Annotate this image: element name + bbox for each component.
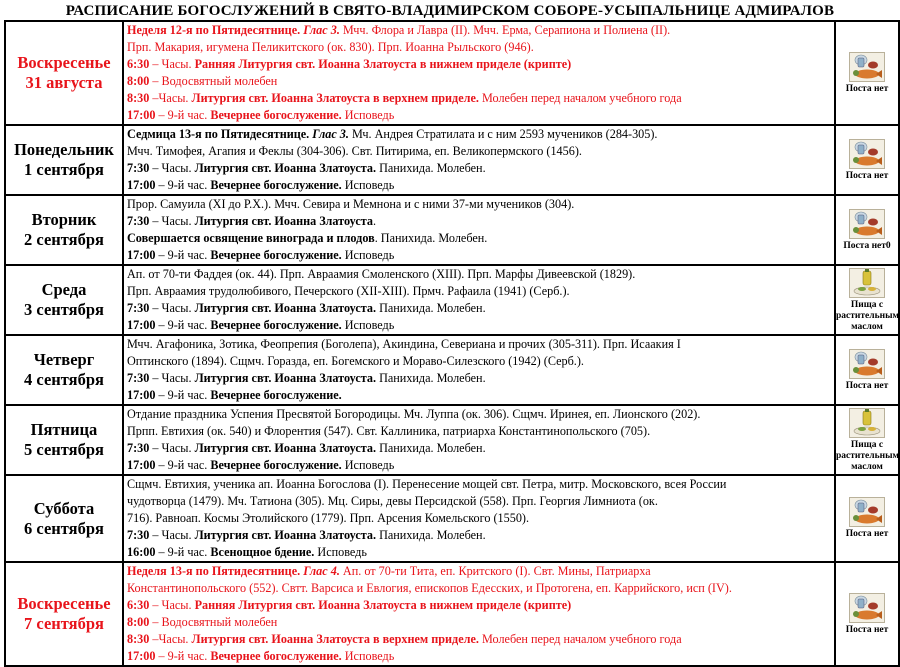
service-line: Прор. Самуила (XI до Р.Х.). Мчч. Севира и Мемнона и с ними 37-ми мучеников (304). bbox=[127, 197, 575, 211]
weekday-label: Пятница bbox=[30, 420, 98, 439]
service-line: 8:30 –Часы. Литургия свт. Иоанна Златоуста в верхнем приделе. Молебен перед началом учебного года bbox=[127, 91, 682, 105]
day-row bbox=[5, 21, 899, 125]
day-row bbox=[5, 125, 899, 195]
day-cell bbox=[5, 125, 123, 195]
service-line: Прп. Макария, игумена Пеликитского (ок. 830). Прп. Иоанна Рыльского (946). bbox=[127, 40, 534, 54]
day-row bbox=[5, 195, 899, 265]
day-cell bbox=[5, 405, 123, 475]
fast-cell bbox=[835, 405, 899, 475]
day-cell bbox=[5, 335, 123, 405]
service-line: 17:00 – 9-й час. Вечернее богослужение. Исповедь bbox=[127, 108, 395, 122]
services-cell bbox=[123, 125, 835, 195]
weekday-label: Воскресенье bbox=[17, 594, 111, 613]
day-cell bbox=[5, 475, 123, 562]
services-cell bbox=[123, 195, 835, 265]
services-cell bbox=[123, 562, 835, 666]
service-line: 7:30 – Часы. Литургия свт. Иоанна Златоуста. bbox=[127, 214, 377, 228]
fast-cell bbox=[835, 21, 899, 125]
services-cell bbox=[123, 405, 835, 475]
fish-food-icon bbox=[836, 593, 898, 623]
service-line: 8:00 – Водосвятный молебен bbox=[127, 615, 278, 629]
date-label: 1 сентября bbox=[24, 160, 104, 179]
service-line: Отдание праздника Успения Пресвятой Богородицы. Мч. Луппа (ок. 306). Сщмч. Иринея, еп. Лионского (202). bbox=[127, 407, 701, 421]
fast-cell bbox=[835, 265, 899, 335]
service-line: 17:00 – 9-й час. Вечернее богослужение. Исповедь bbox=[127, 458, 395, 472]
service-line: Мчч. Тимофея, Агапия и Феклы (304-306). Свт. Питирима, еп. Великопермского (1456). bbox=[127, 144, 582, 158]
fast-label: Пища с растительным маслом bbox=[836, 299, 899, 332]
services-cell bbox=[123, 21, 835, 125]
fast-cell bbox=[835, 125, 899, 195]
service-line: 16:00 – 9-й час. Всенощное бдение. Исповедь bbox=[127, 545, 367, 559]
weekday-label: Воскресенье bbox=[17, 53, 111, 72]
day-row bbox=[5, 265, 899, 335]
day-cell bbox=[5, 562, 123, 666]
day-cell bbox=[5, 265, 123, 335]
day-cell bbox=[5, 21, 123, 125]
weekday-label: Среда bbox=[41, 280, 87, 299]
oil-food-icon bbox=[836, 408, 898, 438]
schedule-table bbox=[4, 20, 900, 667]
service-line: Прп. Авраамия трудолюбивого, Печерского (XII-XIII). Прмч. Рафаила (1941) (Серб.). bbox=[127, 284, 570, 298]
day-cell bbox=[5, 195, 123, 265]
weekday-label: Понедельник bbox=[14, 140, 114, 159]
date-label: 3 сентября bbox=[24, 300, 104, 319]
fast-label: Поста нет bbox=[845, 170, 889, 181]
service-line: 716). Равноап. Космы Этолийского (1779). Прп. Арсения Комельского (1550). bbox=[127, 511, 530, 525]
page-title: РАСПИСАНИЕ БОГОСЛУЖЕНИЙ В СВЯТО-ВЛАДИМИРСКОМ СОБОРЕ-УСЫПАЛЬНИЦЕ АДМИРАЛОВ bbox=[65, 3, 835, 19]
service-line: Мчч. Агафоника, Зотика, Феопрепия (Боголепа), Акиндина, Севериана и прочих (305-311). Прп. Исаакия I bbox=[127, 337, 681, 351]
service-line: Сщмч. Евтихия, ученика ап. Иоанна Богослова (I). Перенесение мощей свт. Петра, митр. Московского, всея России bbox=[127, 477, 727, 491]
services-cell bbox=[123, 475, 835, 562]
date-label: 4 сентября bbox=[24, 370, 104, 389]
fast-label: Поста нет bbox=[845, 624, 889, 635]
service-line: Неделя 13-я по Пятидесятнице. Глас 4. Ап. от 70-ти Тита, еп. Критского (I). Свт. Мины, Патриарха bbox=[127, 564, 651, 578]
service-line: 8:00 – Водосвятный молебен bbox=[127, 74, 278, 88]
date-label: 5 сентября bbox=[24, 440, 104, 459]
service-line: чудотворца (1479). Мч. Татиона (305). Мц. Сиры, девы Персидской (558). Прп. Георгия Лимниота (ок. bbox=[127, 494, 658, 508]
service-line: 17:00 – 9-й час. Вечернее богослужение. Исповедь bbox=[127, 649, 395, 663]
fast-label: Поста нет bbox=[845, 529, 889, 539]
service-line: 7:30 – Часы. Литургия свт. Иоанна Златоуста. Панихида. Молебен. bbox=[127, 528, 486, 542]
fish-food-icon bbox=[836, 52, 898, 82]
weekday-label: Вторник bbox=[31, 210, 97, 229]
service-line: 17:00 – 9-й час. Вечернее богослужение. Исповедь bbox=[127, 318, 395, 332]
date-label: 2 сентября bbox=[24, 230, 104, 249]
fish-food-icon bbox=[836, 497, 898, 527]
oil-food-icon bbox=[836, 268, 898, 298]
day-row bbox=[5, 335, 899, 405]
service-line: Неделя 12-я по Пятидесятнице. Глас 3. Мчч. Флора и Лавра (II). Мчч. Ерма, Серапиона и Полиена (II). bbox=[127, 23, 671, 37]
service-line: Прпп. Евтихия (ок. 540) и Флорентия (547). Свт. Каллиника, патриарха Константинопольского (705). bbox=[127, 424, 651, 438]
fast-cell bbox=[835, 562, 899, 666]
service-line: 8:30 –Часы. Литургия свт. Иоанна Златоуста в верхнем приделе. Молебен перед началом учебного года bbox=[127, 632, 682, 646]
services-cell bbox=[123, 335, 835, 405]
fast-cell bbox=[835, 335, 899, 405]
fish-food-icon bbox=[836, 349, 898, 379]
services-cell bbox=[123, 265, 835, 335]
service-line: Седмица 13-я по Пятидесятнице. Глас 3. Мч. Андрея Стратилата и с ним 2593 мучеников (284-305). bbox=[127, 127, 658, 141]
service-line: Оптинского (1894). Сщмч. Горазда, еп. Богемского и Мораво-Силезского (1942) (Серб.). bbox=[127, 354, 584, 368]
fast-label: Поста нет bbox=[845, 83, 889, 94]
fast-cell bbox=[835, 195, 899, 265]
service-line: 6:30 – Часы. Ранняя Литургия свт. Иоанна Златоуста в нижнем приделе (крипте) bbox=[127, 598, 572, 612]
fish-food-icon bbox=[836, 209, 898, 239]
date-label: 7 сентября bbox=[24, 614, 104, 633]
fish-food-icon bbox=[836, 139, 898, 169]
day-row bbox=[5, 475, 899, 562]
weekday-label: Суббота bbox=[33, 498, 95, 518]
date-label: 31 августа bbox=[25, 73, 103, 92]
fast-label: Поста нет0 bbox=[843, 240, 891, 251]
date-label: 6 сентября bbox=[24, 518, 104, 538]
service-line: 17:00 – 9-й час. Вечернее богослужение. Исповедь bbox=[127, 248, 395, 262]
service-line: Ап. от 70-ти Фаддея (ок. 44). Прп. Авраамия Смоленского (XIII). Прп. Марфы Дивеевской (1829). bbox=[127, 267, 636, 281]
service-line: 7:30 – Часы. Литургия свт. Иоанна Златоуста. Панихида. Молебен. bbox=[127, 301, 486, 315]
fast-label: Пища с растительным маслом bbox=[836, 439, 899, 472]
service-line: 7:30 – Часы. Литургия свт. Иоанна Златоуста. Панихида. Молебен. bbox=[127, 371, 486, 385]
service-line: 6:30 – Часы. Ранняя Литургия свт. Иоанна Златоуста в нижнем приделе (крипте) bbox=[127, 57, 572, 71]
service-line: Совершается освящение винограда и плодов. Панихида. Молебен. bbox=[127, 231, 488, 245]
fast-cell bbox=[835, 475, 899, 562]
service-line: Константинопольского (552). Свтт. Варсиса и Евлогия, епископов Едесских, и Протогена, еп. Каррийского, исп (IV). bbox=[127, 581, 732, 595]
weekday-label: Четверг bbox=[33, 350, 95, 369]
fast-label: Поста нет bbox=[845, 380, 889, 391]
day-row bbox=[5, 562, 899, 666]
service-line: 17:00 – 9-й час. Вечернее богослужение. Исповедь bbox=[127, 178, 395, 192]
service-line: 7:30 – Часы. Литургия свт. Иоанна Златоуста. Панихида. Молебен. bbox=[127, 161, 486, 175]
day-row bbox=[5, 405, 899, 475]
service-line: 7:30 – Часы. Литургия свт. Иоанна Златоуста. Панихида. Молебен. bbox=[127, 441, 486, 455]
service-line: 17:00 – 9-й час. Вечернее богослужение. bbox=[127, 388, 342, 402]
